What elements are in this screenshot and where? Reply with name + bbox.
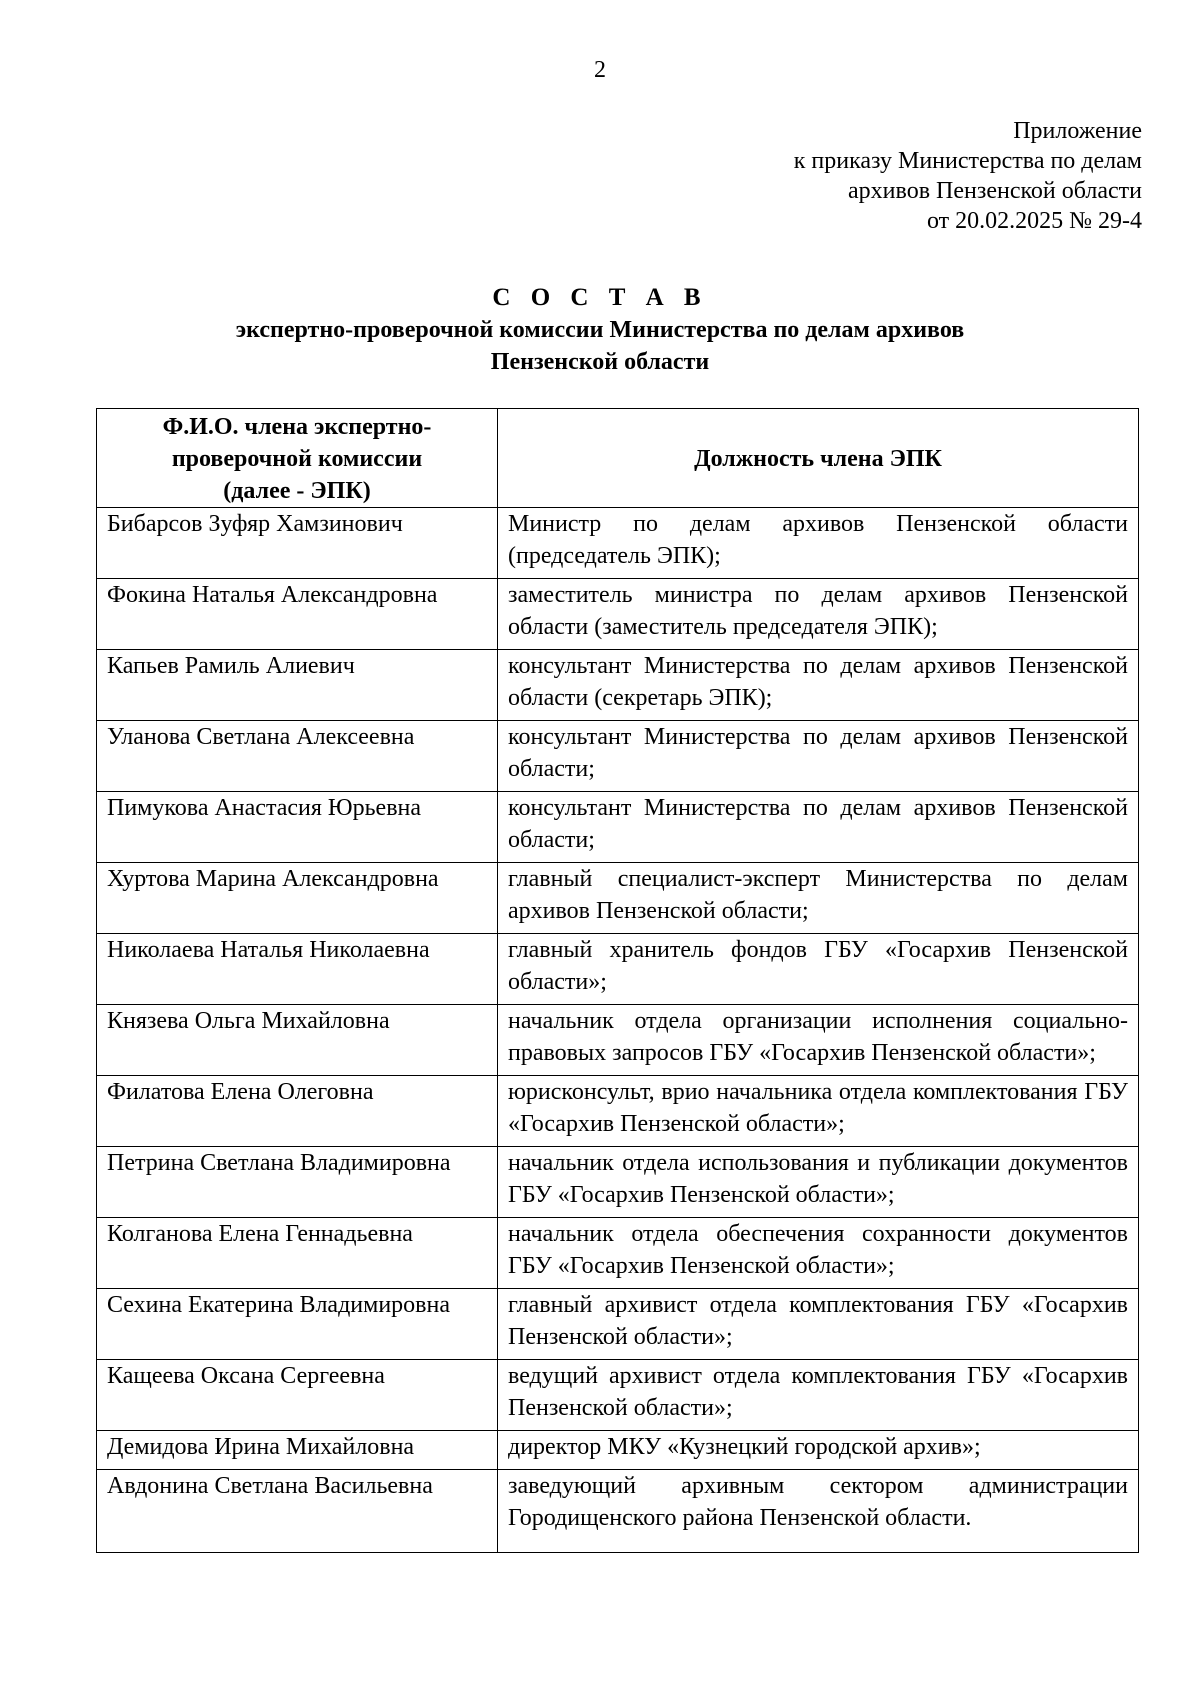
member-name: Николаева Наталья Николаевна: [97, 934, 498, 1005]
table-row: [97, 650, 1139, 721]
table-row: [97, 1431, 1139, 1470]
table-row: [97, 1076, 1139, 1147]
table-row: [97, 1147, 1139, 1218]
table-row: [97, 1470, 1139, 1553]
member-name: Пимукова Анастасия Юрьевна: [97, 792, 498, 863]
member-name: Бибарсов Зуфяр Хамзинович: [97, 508, 498, 579]
member-position: директор МКУ «Кузнецкий городской архив»;: [498, 1431, 1139, 1470]
table-row: [97, 792, 1139, 863]
appendix-block: [794, 116, 1142, 236]
appendix-line: архивов Пензенской области: [848, 178, 1142, 204]
member-name: Кащеева Оксана Сергеевна: [97, 1360, 498, 1431]
member-position: консультант Министерства по делам архивов Пензенской области (секретарь ЭПК);: [498, 650, 1139, 721]
member-name: Князева Ольга Михайловна: [97, 1005, 498, 1076]
member-position: главный хранитель фондов ГБУ «Госархив Пензенской области»;: [498, 934, 1139, 1005]
header-name-line: проверочной комиссии: [171, 446, 423, 472]
member-position: начальник отдела использования и публикации документов ГБУ «Госархив Пензенской области»;: [498, 1147, 1139, 1218]
table-row: [97, 579, 1139, 650]
document-title: С О С Т А В: [492, 284, 708, 311]
page-number: 2: [594, 57, 606, 83]
member-position: консультант Министерства по делам архивов Пензенской области;: [498, 721, 1139, 792]
member-position: консультант Министерства по делам архивов Пензенской области;: [498, 792, 1139, 863]
document-subtitle: Пензенской области: [490, 349, 710, 375]
header-position-column: Должность члена ЭПК: [498, 409, 1139, 508]
table-header-row: [97, 409, 1139, 508]
member-position: главный архивист отдела комплектования ГБУ «Госархив Пензенской области»;: [498, 1289, 1139, 1360]
member-name: Хуртова Марина Александровна: [97, 863, 498, 934]
member-position: начальник отдела обеспечения сохранности документов ГБУ «Госархив Пензенской области»;: [498, 1218, 1139, 1289]
member-name: Демидова Ирина Михайловна: [97, 1431, 498, 1470]
member-position: заместитель министра по делам архивов Пензенской области (заместитель председателя ЭПК);: [498, 579, 1139, 650]
appendix-date-line: от 20.02.2025 № 29-4: [926, 208, 1142, 234]
appendix-line: Приложение: [1013, 118, 1142, 144]
table-row: [97, 721, 1139, 792]
member-name: Сехина Екатерина Владимировна: [97, 1289, 498, 1360]
document-subtitle: экспертно-проверочной комиссии Министерства по делам архивов: [235, 317, 965, 343]
members-table: [96, 408, 1139, 1553]
member-name: Колганова Елена Геннадьевна: [97, 1218, 498, 1289]
member-position: ведущий архивист отдела комплектования ГБУ «Госархив Пензенской области»;: [498, 1360, 1139, 1431]
table-row: [97, 1360, 1139, 1431]
member-name: Фокина Наталья Александровна: [97, 579, 498, 650]
table-row: [97, 508, 1139, 579]
appendix-line: к приказу Министерства по делам: [793, 148, 1142, 174]
member-name: Петрина Светлана Владимировна: [97, 1147, 498, 1218]
header-name-line: (далее - ЭПК): [223, 478, 371, 504]
member-position: заведующий архивным сектором администрации Городищенского района Пензенской области.: [498, 1470, 1139, 1553]
document-heading: [0, 282, 1200, 378]
member-position: юрисконсульт, врио начальника отдела комплектования ГБУ «Госархив Пензенской области»;: [498, 1076, 1139, 1147]
table-row: [97, 863, 1139, 934]
member-name: Капьев Рамиль Алиевич: [97, 650, 498, 721]
table-row: [97, 1005, 1139, 1076]
member-position: Министр по делам архивов Пензенской области (председатель ЭПК);: [498, 508, 1139, 579]
member-name: Авдонина Светлана Васильевна: [97, 1470, 498, 1553]
header-name-column: [97, 409, 498, 508]
table-row: [97, 934, 1139, 1005]
member-name: Уланова Светлана Алексеевна: [97, 721, 498, 792]
table-row: [97, 1289, 1139, 1360]
header-name-line: Ф.И.О. члена экспертно-: [162, 414, 432, 440]
member-name: Филатова Елена Олеговна: [97, 1076, 498, 1147]
table-row: [97, 1218, 1139, 1289]
member-position: главный специалист-эксперт Министерства по делам архивов Пензенской области;: [498, 863, 1139, 934]
member-position: начальник отдела организации исполнения социально-правовых запросов ГБУ «Госархив Пензенской области»;: [498, 1005, 1139, 1076]
